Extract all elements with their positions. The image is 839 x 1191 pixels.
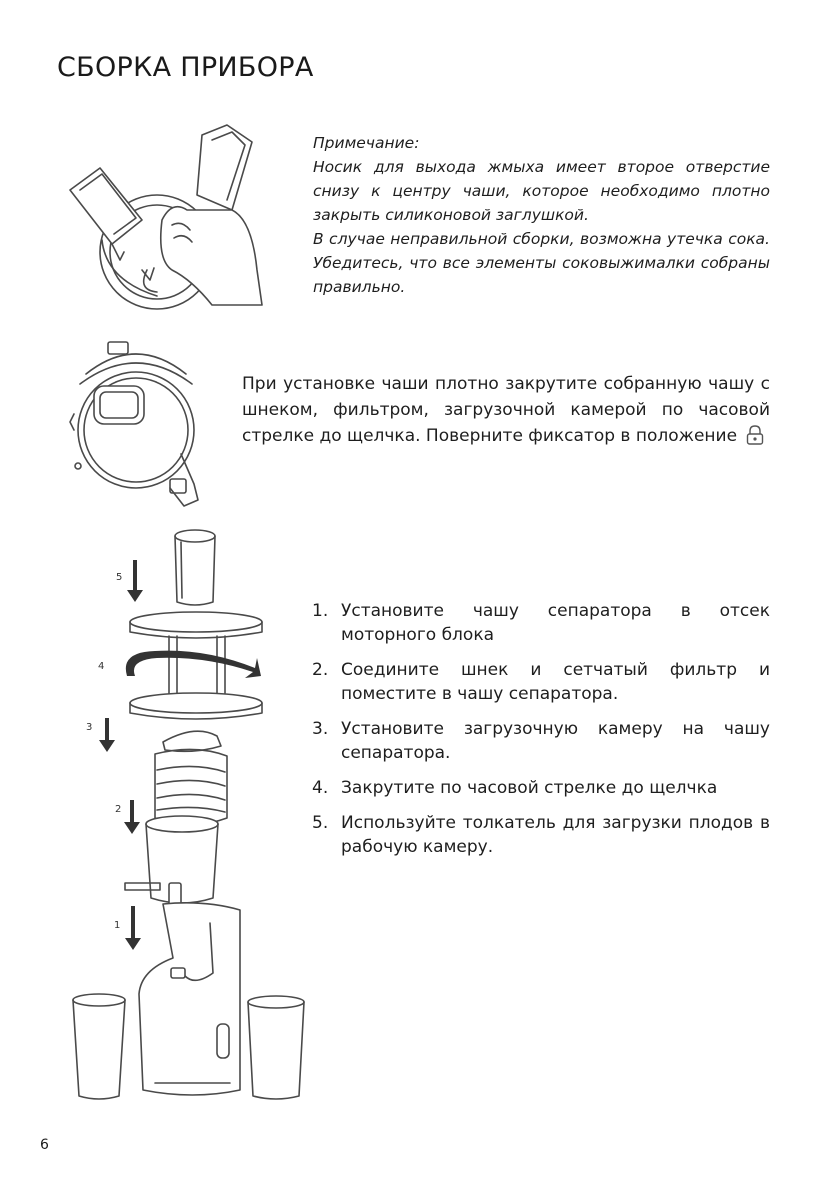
down-arrow-1	[125, 906, 141, 950]
lock-icon	[746, 425, 764, 453]
juice-cup-left	[73, 994, 125, 1099]
step-item: 1. Установите чашу сепаратора в отсек моторного блока	[312, 601, 770, 645]
step-item: 3. Установите загрузочную камеру на чашу сепаратора.	[312, 719, 770, 763]
diagram-label-4: 4	[98, 661, 105, 672]
pusher-part	[175, 530, 215, 605]
rotate-arrow	[126, 651, 261, 678]
note-paragraph-2: В случае неправильной сборки, возможна утечка сока. Убедитесь, что все элементы соковыжималки собраны правильно.	[313, 230, 770, 296]
separator-bowl-part	[125, 816, 218, 905]
note-paragraph-1: Носик для выхода жмыха имеет второе отверстие снизу к центру чаши, которое необходимо плотно закрыть силиконовой заглушкой.	[313, 158, 770, 224]
lock-instruction	[242, 371, 770, 453]
page-number: 6	[40, 1137, 49, 1153]
page-title: СБОРКА ПРИБОРА	[57, 52, 314, 83]
down-arrow-2	[124, 800, 140, 834]
step-item: 4. Закрутите по часовой стрелке до щелчка	[312, 778, 718, 798]
auger-part	[155, 731, 227, 824]
step-item: 2. Соедините шнек и сетчатый фильтр и поместите в чашу сепаратора.	[312, 660, 770, 704]
diagram-label-5: 5	[116, 572, 123, 583]
bowl-lock-illustration	[66, 334, 206, 509]
note-heading: Примечание:	[313, 134, 420, 152]
step-item: 5. Используйте толкатель для загрузки плодов в рабочую камеру.	[312, 813, 770, 857]
diagram-label-3: 3	[86, 722, 93, 733]
plug-insertion-illustration	[62, 120, 272, 310]
diagram-label-1: 1	[114, 920, 121, 931]
assembly-diagram	[65, 518, 340, 1108]
down-arrow-3	[99, 718, 115, 752]
down-arrow-5	[127, 560, 143, 602]
diagram-label-2: 2	[115, 804, 122, 815]
lock-instruction-text: При установке чаши плотно закрутите собранную чашу с шнеком, фильтром, загрузочной камерой по часовой стрелке до щелчка. Поверните фиксатор в положение	[242, 374, 770, 446]
motor-base-part	[139, 903, 240, 1095]
assembly-steps	[312, 599, 770, 870]
note-block	[313, 131, 770, 299]
pulp-cup-right	[248, 996, 304, 1099]
